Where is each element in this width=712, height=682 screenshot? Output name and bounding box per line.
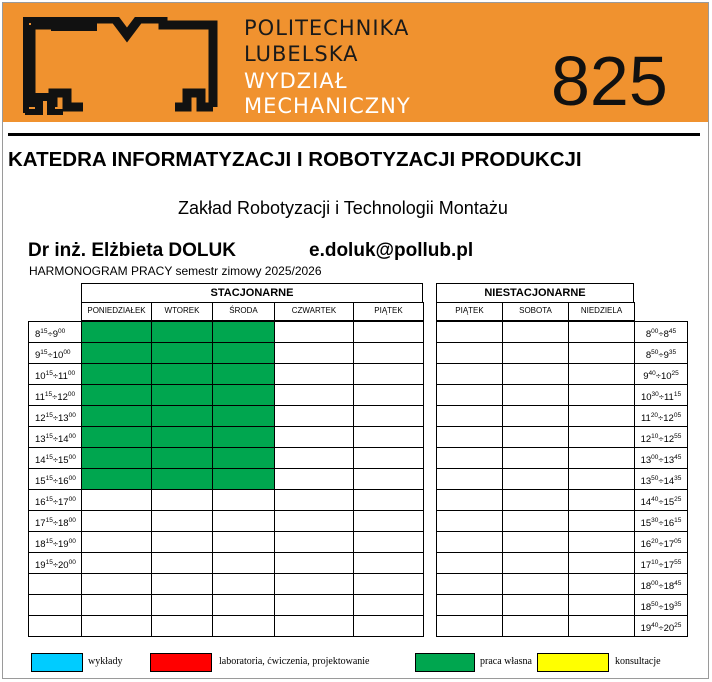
time-slot-label: $9^{40}\div 10^{25}$ (634, 363, 688, 385)
time-slot-label: $19^{15}\div 20^{00}$ (28, 552, 82, 574)
schedule-cell[interactable] (353, 363, 424, 385)
schedule-cell[interactable] (568, 384, 635, 406)
schedule-cell[interactable] (436, 531, 503, 553)
schedule-cell[interactable] (568, 552, 635, 574)
schedule-cell[interactable] (151, 531, 213, 553)
day-header-stac: ŚRODA (212, 302, 275, 321)
schedule-cell[interactable] (502, 363, 569, 385)
schedule-cell[interactable] (151, 342, 213, 364)
schedule-cell[interactable] (353, 405, 424, 427)
schedule-cell[interactable] (274, 552, 354, 574)
time-slot-label: $10^{15}\div 11^{00}$ (28, 363, 82, 385)
person-name: Dr inż. Elżbieta DOLUK (28, 240, 236, 261)
schedule-cell[interactable] (151, 384, 213, 406)
schedule-cell[interactable] (502, 405, 569, 427)
schedule-cell[interactable] (502, 594, 569, 616)
schedule-cell[interactable] (151, 405, 213, 427)
schedule-cell[interactable] (436, 594, 503, 616)
schedule-cell[interactable] (212, 447, 275, 469)
legend-label: laboratoria, ćwiczenia, projektowanie (219, 656, 370, 667)
divider (8, 133, 700, 136)
time-slot-label (28, 594, 82, 616)
schedule-cell[interactable] (353, 594, 424, 616)
time-slot-label: $17^{10}\div 17^{55}$ (634, 552, 688, 574)
schedule-cell[interactable] (436, 615, 503, 637)
schedule-cell[interactable] (568, 573, 635, 595)
schedule-cell[interactable] (436, 321, 503, 343)
legend-swatch (150, 653, 212, 672)
schedule-cell[interactable] (212, 510, 275, 532)
schedule-cell[interactable] (502, 384, 569, 406)
schedule-cell[interactable] (81, 447, 152, 469)
schedule-cell[interactable] (81, 321, 152, 343)
schedule-title: HARMONOGRAM PRACY semestr zimowy 2025/2026 (29, 264, 322, 278)
schedule-cell[interactable] (353, 489, 424, 511)
schedule-cell[interactable] (436, 447, 503, 469)
schedule-cell[interactable] (568, 594, 635, 616)
schedule-cell[interactable] (568, 342, 635, 364)
time-slot-label: $17^{15}\div 18^{00}$ (28, 510, 82, 532)
schedule-cell[interactable] (568, 531, 635, 553)
schedule-cell[interactable] (212, 363, 275, 385)
schedule-cell[interactable] (212, 531, 275, 553)
schedule-cell[interactable] (81, 615, 152, 637)
time-slot-label: $11^{15}\div 12^{00}$ (28, 384, 82, 406)
schedule-cell[interactable] (502, 615, 569, 637)
schedule-cell[interactable] (151, 447, 213, 469)
schedule-cell[interactable] (151, 321, 213, 343)
schedule-cell[interactable] (81, 573, 152, 595)
schedule-cell[interactable] (151, 573, 213, 595)
person-email[interactable]: e.doluk@pollub.pl (309, 240, 474, 261)
schedule-cell[interactable] (274, 363, 354, 385)
time-slot-label: $14^{40}\div 15^{25}$ (634, 489, 688, 511)
schedule-cell[interactable] (151, 363, 213, 385)
schedule-cell[interactable] (151, 594, 213, 616)
schedule-cell[interactable] (502, 447, 569, 469)
schedule-cell[interactable] (353, 615, 424, 637)
schedule-cell[interactable] (436, 489, 503, 511)
time-slot-label: $14^{15}\div 15^{00}$ (28, 447, 82, 469)
schedule-cell[interactable] (353, 552, 424, 574)
time-slot-label: $12^{10}\div 12^{55}$ (634, 426, 688, 448)
schedule-cell[interactable] (353, 531, 424, 553)
schedule-cell[interactable] (436, 342, 503, 364)
time-slot-label: $12^{15}\div 13^{00}$ (28, 405, 82, 427)
time-slot-label: $19^{40}\div 20^{25}$ (634, 615, 688, 637)
logo-text-line-2: LUBELSKA (244, 42, 359, 66)
schedule-cell[interactable] (212, 489, 275, 511)
legend-swatch (415, 653, 475, 672)
schedule-cell[interactable] (436, 384, 503, 406)
schedule-cell[interactable] (151, 426, 213, 448)
logo-text-line-1: POLITECHNIKA (244, 16, 410, 40)
day-header-stac: PONIEDZIAŁEK (81, 302, 152, 321)
schedule-cell[interactable] (274, 594, 354, 616)
day-header-niestac: SOBOTA (502, 302, 569, 321)
schedule-cell[interactable] (568, 615, 635, 637)
day-header-niestac: PIĄTEK (436, 302, 503, 321)
header-banner (3, 3, 708, 122)
schedule-cell[interactable] (151, 489, 213, 511)
schedule-cell[interactable] (212, 321, 275, 343)
schedule-cell[interactable] (502, 342, 569, 364)
time-slot-label: $8^{50}\div 9^{35}$ (634, 342, 688, 364)
legend-label: konsultacje (615, 656, 661, 667)
schedule-cell[interactable] (436, 552, 503, 574)
schedule-cell[interactable] (502, 552, 569, 574)
schedule-cell[interactable] (353, 342, 424, 364)
schedule-cell[interactable] (81, 489, 152, 511)
schedule-cell[interactable] (81, 363, 152, 385)
schedule-cell[interactable] (568, 405, 635, 427)
schedule-cell[interactable] (274, 447, 354, 469)
university-logo-icon (23, 17, 219, 115)
time-slot-label: $8^{15}\div 9^{00}$ (28, 321, 82, 343)
schedule-cell[interactable] (274, 531, 354, 553)
schedule-cell[interactable] (436, 468, 503, 490)
schedule-cell[interactable] (274, 615, 354, 637)
day-header-niestac: NIEDZIELA (568, 302, 635, 321)
time-slot-label: $9^{15}\div 10^{00}$ (28, 342, 82, 364)
time-slot-label: $8^{00}\div 8^{45}$ (634, 321, 688, 343)
schedule-cell[interactable] (212, 468, 275, 490)
schedule-cell[interactable] (353, 321, 424, 343)
legend-label: praca własna (480, 656, 532, 667)
schedule-cell[interactable] (81, 384, 152, 406)
schedule-cell[interactable] (274, 468, 354, 490)
schedule-cell[interactable] (151, 468, 213, 490)
schedule-cell[interactable] (502, 573, 569, 595)
logo-text-line-4: MECHANICZNY (244, 94, 411, 118)
schedule-cell[interactable] (81, 594, 152, 616)
schedule-cell[interactable] (353, 447, 424, 469)
schedule-cell[interactable] (212, 384, 275, 406)
time-slot-label: $13^{15}\div 14^{00}$ (28, 426, 82, 448)
schedule-cell[interactable] (274, 321, 354, 343)
logo-text-line-3: WYDZIAŁ (244, 69, 348, 93)
unit-title: Zakład Robotyzacji i Technologii Montażu (178, 198, 508, 218)
time-slot-label: $11^{20}\div 12^{05}$ (634, 405, 688, 427)
room-number: 825 (551, 42, 668, 120)
legend-label: wykłady (88, 656, 123, 667)
day-header-stac: PIĄTEK (353, 302, 424, 321)
schedule-cell[interactable] (436, 405, 503, 427)
time-slot-label: $10^{30}\div 11^{15}$ (634, 384, 688, 406)
schedule-cell[interactable] (212, 405, 275, 427)
time-slot-label: $16^{20}\div 17^{05}$ (634, 531, 688, 553)
schedule-cell[interactable] (81, 510, 152, 532)
schedule-cell[interactable] (81, 531, 152, 553)
schedule-cell[interactable] (353, 510, 424, 532)
schedule-cell[interactable] (568, 447, 635, 469)
schedule-cell[interactable] (568, 321, 635, 343)
schedule-cell[interactable] (568, 468, 635, 490)
schedule-cell[interactable] (502, 489, 569, 511)
schedule-cell[interactable] (353, 426, 424, 448)
schedule-cell[interactable] (568, 489, 635, 511)
schedule-cell[interactable] (151, 615, 213, 637)
schedule-cell[interactable] (212, 594, 275, 616)
schedule-cell[interactable] (81, 342, 152, 364)
legend-swatch (31, 653, 83, 672)
time-slot-label: $15^{15}\div 16^{00}$ (28, 468, 82, 490)
schedule-cell[interactable] (274, 489, 354, 511)
schedule-cell[interactable] (274, 405, 354, 427)
time-slot-label: $13^{50}\div 14^{35}$ (634, 468, 688, 490)
time-slot-label (28, 573, 82, 595)
schedule-cell[interactable] (212, 426, 275, 448)
schedule-cell[interactable] (436, 363, 503, 385)
schedule-cell[interactable] (502, 531, 569, 553)
time-slot-label: $18^{00}\div 18^{45}$ (634, 573, 688, 595)
schedule-cell[interactable] (81, 552, 152, 574)
schedule-cell[interactable] (212, 552, 275, 574)
schedule-cell[interactable] (212, 615, 275, 637)
time-slot-label: $18^{50}\div 19^{35}$ (634, 594, 688, 616)
schedule-cell[interactable] (502, 468, 569, 490)
schedule-cell[interactable] (502, 321, 569, 343)
schedule-cell[interactable] (353, 468, 424, 490)
schedule-cell[interactable] (436, 573, 503, 595)
schedule-cell[interactable] (568, 363, 635, 385)
schedule-cell[interactable] (81, 468, 152, 490)
schedule-cell[interactable] (568, 426, 635, 448)
schedule-cell[interactable] (274, 510, 354, 532)
day-header-stac: WTOREK (151, 302, 213, 321)
schedule-cell[interactable] (502, 426, 569, 448)
time-slot-label (28, 615, 82, 637)
legend-swatch (537, 653, 609, 672)
schedule-cell[interactable] (151, 510, 213, 532)
schedule-cell[interactable] (274, 426, 354, 448)
time-slot-label: $16^{15}\div 17^{00}$ (28, 489, 82, 511)
schedule-cell[interactable] (212, 573, 275, 595)
niestacjonarne-header: NIESTACJONARNE (436, 283, 634, 303)
schedule-cell[interactable] (436, 426, 503, 448)
schedule-cell[interactable] (274, 573, 354, 595)
schedule-cell[interactable] (81, 426, 152, 448)
schedule-cell[interactable] (436, 510, 503, 532)
schedule-cell[interactable] (568, 510, 635, 532)
schedule-cell[interactable] (274, 342, 354, 364)
schedule-cell[interactable] (353, 573, 424, 595)
department-title: KATEDRA INFORMATYZACJI I ROBOTYZACJI PRODUKCJI (8, 148, 582, 171)
schedule-cell[interactable] (212, 342, 275, 364)
stacjonarne-header: STACJONARNE (81, 283, 423, 303)
time-slot-label: $18^{15}\div 19^{00}$ (28, 531, 82, 553)
schedule-cell[interactable] (502, 510, 569, 532)
schedule-cell[interactable] (81, 405, 152, 427)
time-slot-label: $13^{00}\div 13^{45}$ (634, 447, 688, 469)
schedule-cell[interactable] (274, 384, 354, 406)
schedule-cell[interactable] (353, 384, 424, 406)
time-slot-label: $15^{30}\div 16^{15}$ (634, 510, 688, 532)
day-header-stac: CZWARTEK (274, 302, 354, 321)
schedule-cell[interactable] (151, 552, 213, 574)
